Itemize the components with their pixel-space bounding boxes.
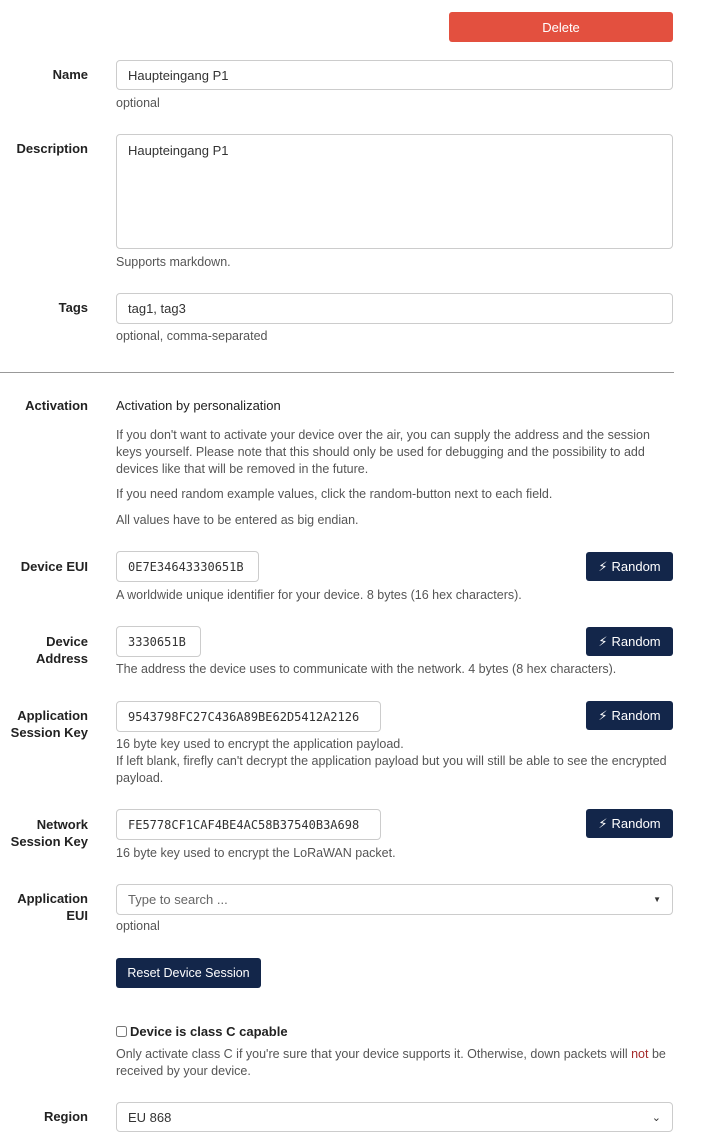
random-device-eui-button[interactable] <box>586 552 673 581</box>
random-label: Random <box>611 559 661 574</box>
activation-info-3: All values have to be entered as big endian. <box>116 513 359 527</box>
region-label: Region <box>43 1109 88 1124</box>
description-help: Supports markdown. <box>116 255 231 269</box>
activation-label: Activation <box>25 398 88 413</box>
caret-down-icon: ▼ <box>653 895 661 904</box>
network-session-key-label: Network Session Key <box>10 817 88 849</box>
device-eui-help: A worldwide unique identifier for your device. 8 bytes (16 hex characters). <box>116 588 522 602</box>
device-eui-label: Device EUI <box>20 559 88 574</box>
region-value: EU 868 <box>128 1109 172 1125</box>
application-eui-label: Application EUI <box>17 891 88 923</box>
bolt-icon: ⚡︎ <box>598 558 608 574</box>
random-label: Random <box>611 708 661 723</box>
device-address-input[interactable]: 3330651B <box>116 626 201 657</box>
random-network-session-key-button[interactable] <box>586 809 673 838</box>
random-app-session-key-button[interactable] <box>586 701 673 730</box>
app-session-key-label: Application Session Key <box>10 708 88 740</box>
bolt-icon: ⚡︎ <box>598 707 608 723</box>
tags-help: optional, comma-separated <box>116 329 268 343</box>
bolt-icon: ⚡︎ <box>598 815 608 831</box>
name-help: optional <box>116 96 160 110</box>
device-eui-input[interactable]: 0E7E34643330651B <box>116 551 259 582</box>
reset-device-session-button[interactable]: Reset Device Session <box>116 958 261 988</box>
class-c-help: Only activate class C if you're sure that your device supports it. Otherwise, down packets will not be received by your device. <box>116 1047 666 1078</box>
tags-input[interactable]: tag1, tag3 <box>116 293 673 324</box>
class-c-label: Device is class C capable <box>130 1024 288 1039</box>
description-textarea[interactable]: Haupteingang P1 <box>116 134 673 249</box>
class-c-checkbox-row[interactable] <box>116 1024 288 1039</box>
class-c-checkbox[interactable] <box>116 1026 127 1037</box>
random-label: Random <box>611 634 661 649</box>
bolt-icon: ⚡︎ <box>598 633 608 649</box>
random-label: Random <box>611 816 661 831</box>
tags-label: Tags <box>58 300 88 315</box>
region-select[interactable] <box>116 1102 673 1132</box>
delete-button[interactable]: Delete <box>449 12 673 42</box>
app-session-key-help: 16 byte key used to encrypt the application payload. If left blank, firefly can't decrypt the application payload but you will still be able to see the encrypted payload. <box>116 737 667 785</box>
name-input[interactable]: Haupteingang P1 <box>116 60 673 90</box>
device-address-label: Device Address <box>35 634 88 666</box>
activation-mode: Activation by personalization <box>116 398 281 413</box>
name-label: Name <box>52 67 88 82</box>
application-eui-placeholder: Type to search ... <box>128 892 228 907</box>
chevron-down-icon: ⌄ <box>651 1111 661 1124</box>
activation-info-1: If you don't want to activate your device over the air, you can supply the address and the session keys yourself. Please note that this should only be used for debugging and the possibility to add devices like that will be removed in the future. <box>116 428 650 476</box>
random-device-address-button[interactable] <box>586 627 673 656</box>
divider <box>0 372 674 373</box>
application-eui-help: optional <box>116 919 160 933</box>
activation-info-2: If you need random example values, click the random-button next to each field. <box>116 487 553 501</box>
device-address-help: The address the device uses to communicate with the network. 4 bytes (8 hex characters). <box>116 662 617 676</box>
app-session-key-input[interactable]: 9543798FC27C436A89BE62D5412A2126 <box>116 701 381 732</box>
description-label: Description <box>16 141 88 156</box>
application-eui-select[interactable] <box>116 884 673 915</box>
network-session-key-help: 16 byte key used to encrypt the LoRaWAN packet. <box>116 846 396 860</box>
network-session-key-input[interactable]: FE5778CF1CAF4BE4AC58B37540B3A698 <box>116 809 381 840</box>
